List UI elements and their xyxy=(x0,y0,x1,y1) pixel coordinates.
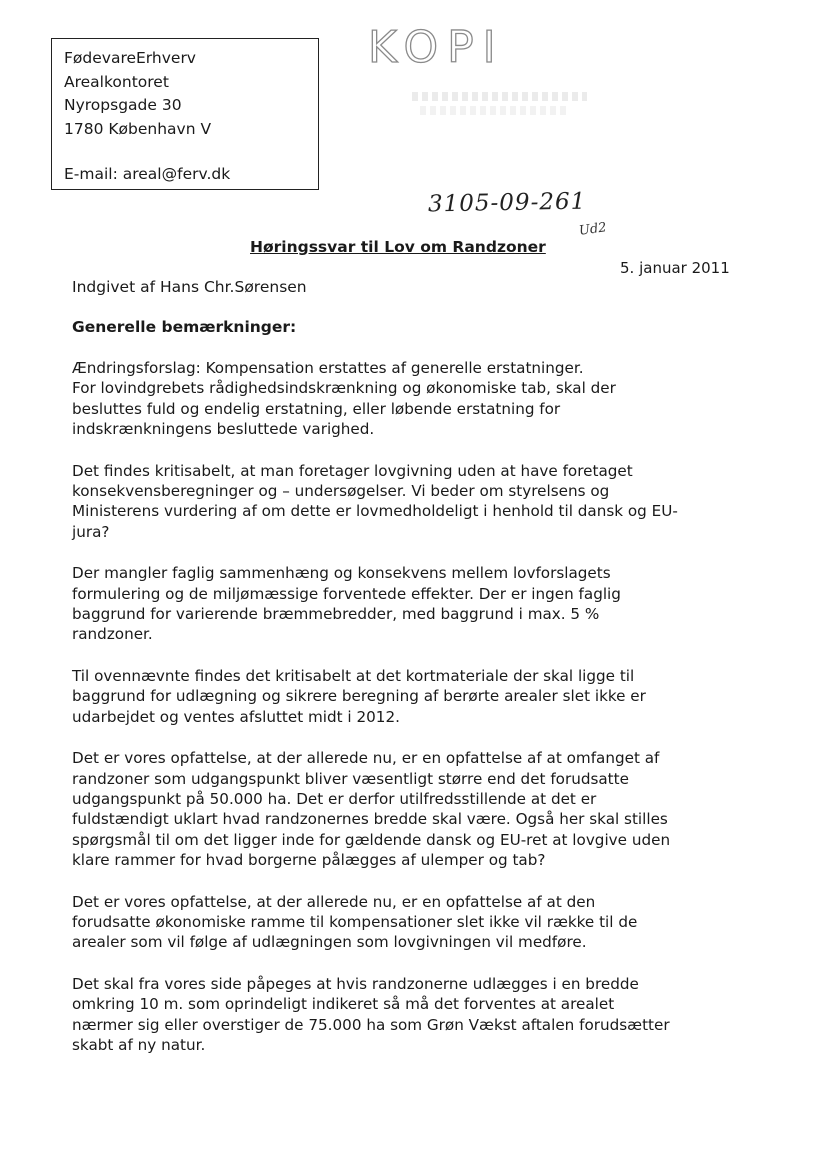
paragraph-line: udarbejdet og ventes afsluttet midt i 2012. xyxy=(72,707,400,726)
paragraph xyxy=(72,892,762,953)
copy-stamp: KOPI xyxy=(368,22,505,73)
paragraph-line: jura? xyxy=(72,522,110,541)
paragraph-line: udgangspunkt på 50.000 ha. Det er derfor utilfredsstillende at det er xyxy=(72,789,597,808)
paragraph-line: klare rammer for hvad borgerne pålægges af ulemper og tab? xyxy=(72,851,546,870)
section-heading: Generelle bemærkninger: xyxy=(72,318,297,336)
paragraph xyxy=(72,666,762,727)
handwritten-initials: Ud2 xyxy=(578,220,608,239)
paragraph-line: arealer som vil følge af udlægningen som lovgivningen vil medføre. xyxy=(72,933,587,952)
paragraph-line: randzoner som udgangspunkt bliver væsentligt større end det forudsatte xyxy=(72,769,629,788)
paragraph-line: baggrund for udlægning og sikrere beregning af berørte arealer slet ikke er xyxy=(72,687,646,706)
paragraph-line: Det er vores opfattelse, at der allerede nu, er en opfattelse af at den xyxy=(72,892,596,911)
paragraph-line: Ændringsforslag: Kompensation erstattes af generelle erstatninger. xyxy=(72,359,584,377)
address-line: Nyropsgade 30 xyxy=(64,96,182,114)
address-line: Arealkontoret xyxy=(64,72,169,91)
paragraph-line: Ministerens vurdering af om dette er lovmedholdeligt i henhold til dansk og EU- xyxy=(72,502,678,521)
handwritten-journal-number: 3105-09-261 xyxy=(427,188,587,218)
submitted-by: Indgivet af Hans Chr.Sørensen xyxy=(72,278,307,296)
paragraph-line: konsekvensberegninger og – undersøgelser. Vi beder om styrelsens og xyxy=(72,482,610,501)
document-date: 5. januar 2011 xyxy=(620,259,730,277)
paragraph-line: Det skal fra vores side påpeges at hvis randzonerne udlægges i en bredde xyxy=(72,974,639,993)
paragraph-line: nærmer sig eller overstiger de 75.000 ha som Grøn Vækst aftalen forudsætter xyxy=(72,1015,670,1034)
recipient-address-box xyxy=(51,38,319,190)
paragraph-line: Det findes kritisabelt, at man foretager lovgivning uden at have foretaget xyxy=(72,461,633,480)
faint-stamp-text xyxy=(420,106,570,115)
paragraph xyxy=(72,974,762,1056)
paragraph-line: forudsatte økonomiske ramme til kompensationer slet ikke vil række til de xyxy=(72,912,638,931)
address-email: E-mail: areal@ferv.dk xyxy=(64,165,231,183)
paragraph xyxy=(72,461,762,543)
paragraph-line: Det er vores opfattelse, at der allerede nu, er en opfattelse af at omfanget af xyxy=(72,749,660,768)
paragraph-line: Til ovennævnte findes det kritisabelt at det kortmateriale der skal ligge til xyxy=(72,666,635,685)
paragraph-line: indskrænkningens besluttede varighed. xyxy=(72,420,375,439)
paragraph xyxy=(72,358,762,440)
document-body xyxy=(72,358,762,1076)
address-line: 1780 København V xyxy=(64,119,212,138)
paragraph-line: skabt af ny natur. xyxy=(72,1035,206,1054)
paragraph-line: formulering og de miljømæssige forventede effekter. Der er ingen faglig xyxy=(72,584,621,603)
document-title: Høringssvar til Lov om Randzoner xyxy=(250,238,546,256)
faint-stamp-text xyxy=(412,92,587,101)
paragraph-line: spørgsmål til om det ligger inde for gældende dansk og EU-ret at lovgive uden xyxy=(72,830,671,849)
paragraph-line: baggrund for varierende bræmmebredder, med baggrund i max. 5 % xyxy=(72,605,600,624)
paragraph-line: For lovindgrebets rådighedsindskrænkning og økonomiske tab, skal der xyxy=(72,379,616,398)
paragraph xyxy=(72,748,762,870)
paragraph-line: randzoner. xyxy=(72,625,153,644)
paragraph-line: Der mangler faglig sammenhæng og konsekvens mellem lovforslagets xyxy=(72,564,611,583)
address-line: FødevareErhverv xyxy=(64,49,196,67)
paragraph-line: besluttes fuld og endelig erstatning, eller løbende erstatning for xyxy=(72,399,561,418)
paragraph xyxy=(72,563,762,645)
paragraph-line: fuldstændigt uklart hvad randzonernes bredde skal være. Også her skal stilles xyxy=(72,810,668,829)
paragraph-line: omkring 10 m. som oprindeligt indikeret så må det forventes at arealet xyxy=(72,995,615,1014)
